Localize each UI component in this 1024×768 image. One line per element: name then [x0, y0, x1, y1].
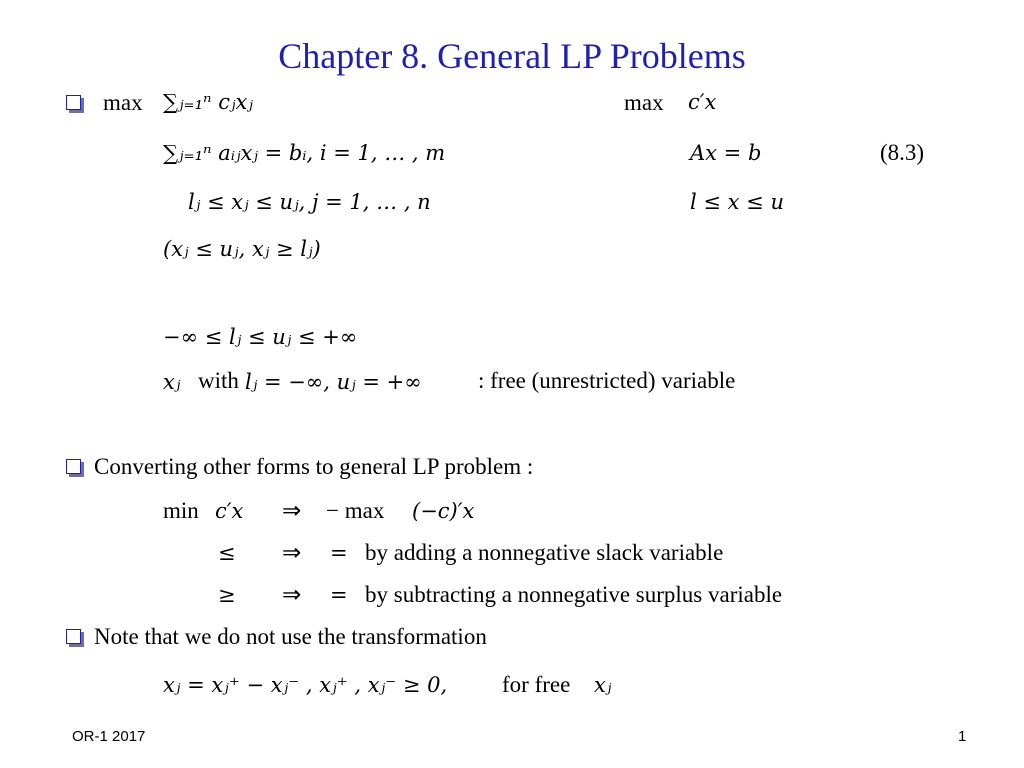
- max-label: max: [103, 90, 143, 115]
- free-var-description: : free (unrestricted) variable: [478, 368, 736, 393]
- footer-course: OR-1 2017: [72, 728, 146, 745]
- min-objective: c′x: [215, 499, 244, 523]
- free-var-symbol: xⱼ: [163, 370, 181, 394]
- max-label-matrix: max: [624, 90, 664, 115]
- negative-max-objective: (−c)′x: [412, 499, 475, 523]
- checkbox-bullet-icon: [66, 629, 81, 644]
- equation-number: (8.3): [880, 140, 925, 165]
- bounds-scalar: lⱼ ≤ xⱼ ≤ uⱼ, j = 1, … , n: [188, 190, 431, 214]
- slack-description: by adding a nonnegative slack variable: [365, 540, 724, 565]
- slide-title: Chapter 8. General LP Problems: [278, 36, 746, 76]
- note-text: Note that we do not use the transformation: [94, 624, 487, 649]
- objective-matrix: c′x: [688, 90, 717, 114]
- implies-arrow: ⇒: [282, 498, 302, 523]
- le-symbol: ≤: [218, 541, 236, 565]
- for-free-label: for free: [502, 672, 571, 697]
- equals-symbol: =: [330, 541, 348, 565]
- implies-arrow: ⇒: [282, 582, 302, 607]
- checkbox-bullet-icon: [66, 95, 81, 110]
- transformation-equation: xⱼ = xⱼ⁺ − xⱼ⁻ , xⱼ⁺ , xⱼ⁻ ≥ 0,: [163, 673, 448, 697]
- constraint-matrix: Ax = b: [690, 141, 762, 165]
- negative-max-label: − max: [326, 498, 385, 523]
- infinite-bounds: −∞ ≤ lⱼ ≤ uⱼ ≤ +∞: [163, 325, 358, 349]
- free-var-bounds: lⱼ = −∞, uⱼ = +∞: [245, 370, 422, 394]
- for-free-variable: xⱼ: [594, 673, 612, 697]
- free-var-with: with: [198, 368, 239, 393]
- min-label: min: [163, 498, 199, 523]
- ge-symbol: ≥: [218, 583, 236, 607]
- implies-arrow: ⇒: [282, 540, 302, 565]
- bounds-vector: l ≤ x ≤ u: [690, 190, 784, 214]
- objective-sum: ∑ⱼ₌₁ⁿ cⱼxⱼ: [163, 90, 253, 114]
- equals-symbol: =: [330, 583, 348, 607]
- page-number: 1: [958, 728, 967, 745]
- converting-heading: Converting other forms to general LP problem :: [94, 454, 534, 479]
- surplus-description: by subtracting a nonnegative surplus variable: [365, 582, 783, 607]
- constraint-sum: ∑ⱼ₌₁ⁿ aᵢⱼxⱼ = bᵢ, i = 1, … , m: [163, 141, 446, 165]
- checkbox-bullet-icon: [66, 459, 81, 474]
- bounds-alternative: (xⱼ ≤ uⱼ, xⱼ ≥ lⱼ): [163, 237, 321, 261]
